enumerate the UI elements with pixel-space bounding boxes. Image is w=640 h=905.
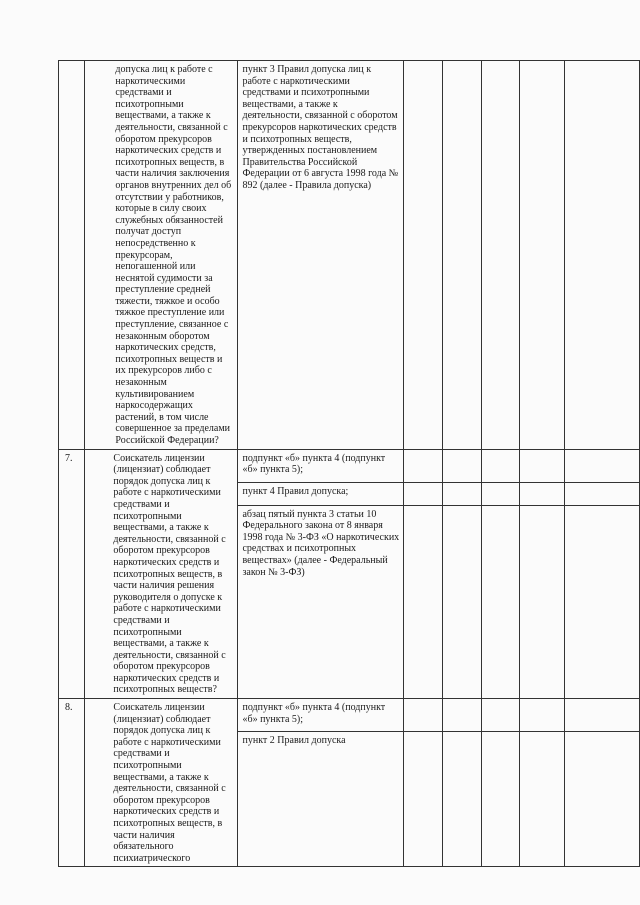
notes-cell	[564, 61, 639, 450]
table-row	[59, 61, 640, 450]
requirement-question: допуска лиц к работе с наркотическими средствами и психотропными веществами, а также к деятельности, связанной с оборотом прекурсоров наркотических средств и психотропных веществ, в части наличия заключения органов внутренних дел об отсутствии у работников, которые в силу своих служебных обязанностей получат доступ непосредственно к прекурсорам, непогашенной или неснятой судимости за преступление средней тяжести, тяжкое и особо тяжкое преступление или преступление, связанное с незаконным оборотом наркотических средств, психотропных веществ и их прекурсоров либо с незаконным культивированием наркосодержащих растений, в том числе совершенное за пределами Российской Федерации?	[85, 61, 238, 450]
row-number: 7.	[59, 449, 85, 698]
requirement-question: Соискатель лицензии (лицензиат) соблюдает порядок допуска лиц к работе с наркотическими средствами и психотропными веществами, а также к деятельности, связанной с оборотом прекурсоров наркотических средств и психотропных веществ, в части наличия решения руководителя о допуске к работе с наркотическими средствами и психотропными веществами, а также к деятельности, связанной с оборотом прекурсоров наркотических средств и психотропных веществ?	[85, 449, 238, 698]
requirement-question: Соискатель лицензии (лицензиат) соблюдает порядок допуска лиц к работе с наркотическими средствами и психотропными веществами, а также к деятельности, связанной с оборотом прекурсоров наркотических средств и психотропных веществ, в части наличия обязательного психиатрического	[85, 699, 238, 867]
table-row	[59, 449, 640, 698]
answer-yes-cell	[404, 449, 443, 698]
answer-yes-cell	[404, 61, 443, 450]
answer-na-cell	[481, 61, 519, 450]
answer-cell	[519, 449, 564, 698]
notes-cell	[564, 699, 639, 867]
legal-reference: подпункт «б» пункта 4 (подпункт «б» пункта 5);	[242, 452, 386, 476]
legal-reference: пункт 3 Правил допуска лиц к работе с наркотическими средствами и психотропными веществами, а также к деятельности, связанной с оборотом прекурсоров наркотических средств и психотропных веществ, утвержденных постановлением Правительства Российской Федерации от 6 августа 1998 года № 892 (далее - Правила допуска)	[238, 61, 404, 450]
legal-reference-group	[238, 449, 404, 698]
legal-reference: абзац пятый пункта 3 статьи 10 Федерального закона от 8 января 1998 года № 3-ФЗ «О наркотических средствах и психотропных веществах» (далее - Федеральный закон № 3-ФЗ)	[242, 508, 400, 578]
legal-reference: подпункт «б» пункта 4 (подпункт «б» пункта 5);	[242, 702, 386, 725]
answer-cell	[519, 699, 564, 867]
answer-no-cell	[443, 61, 481, 450]
row-number: 8.	[59, 699, 85, 867]
answer-na-cell	[481, 449, 519, 698]
checklist-table	[58, 60, 640, 867]
legal-reference: пункт 4 Правил допуска;	[242, 485, 349, 497]
answer-cell	[519, 61, 564, 450]
answer-no-cell	[443, 449, 481, 698]
legal-reference-group	[238, 699, 404, 867]
table-row	[59, 699, 640, 867]
answer-na-cell	[481, 699, 519, 867]
answer-yes-cell	[404, 699, 443, 867]
legal-reference: пункт 2 Правил допуска	[242, 735, 346, 747]
notes-cell	[564, 449, 639, 698]
row-number	[59, 61, 85, 450]
answer-no-cell	[443, 699, 481, 867]
